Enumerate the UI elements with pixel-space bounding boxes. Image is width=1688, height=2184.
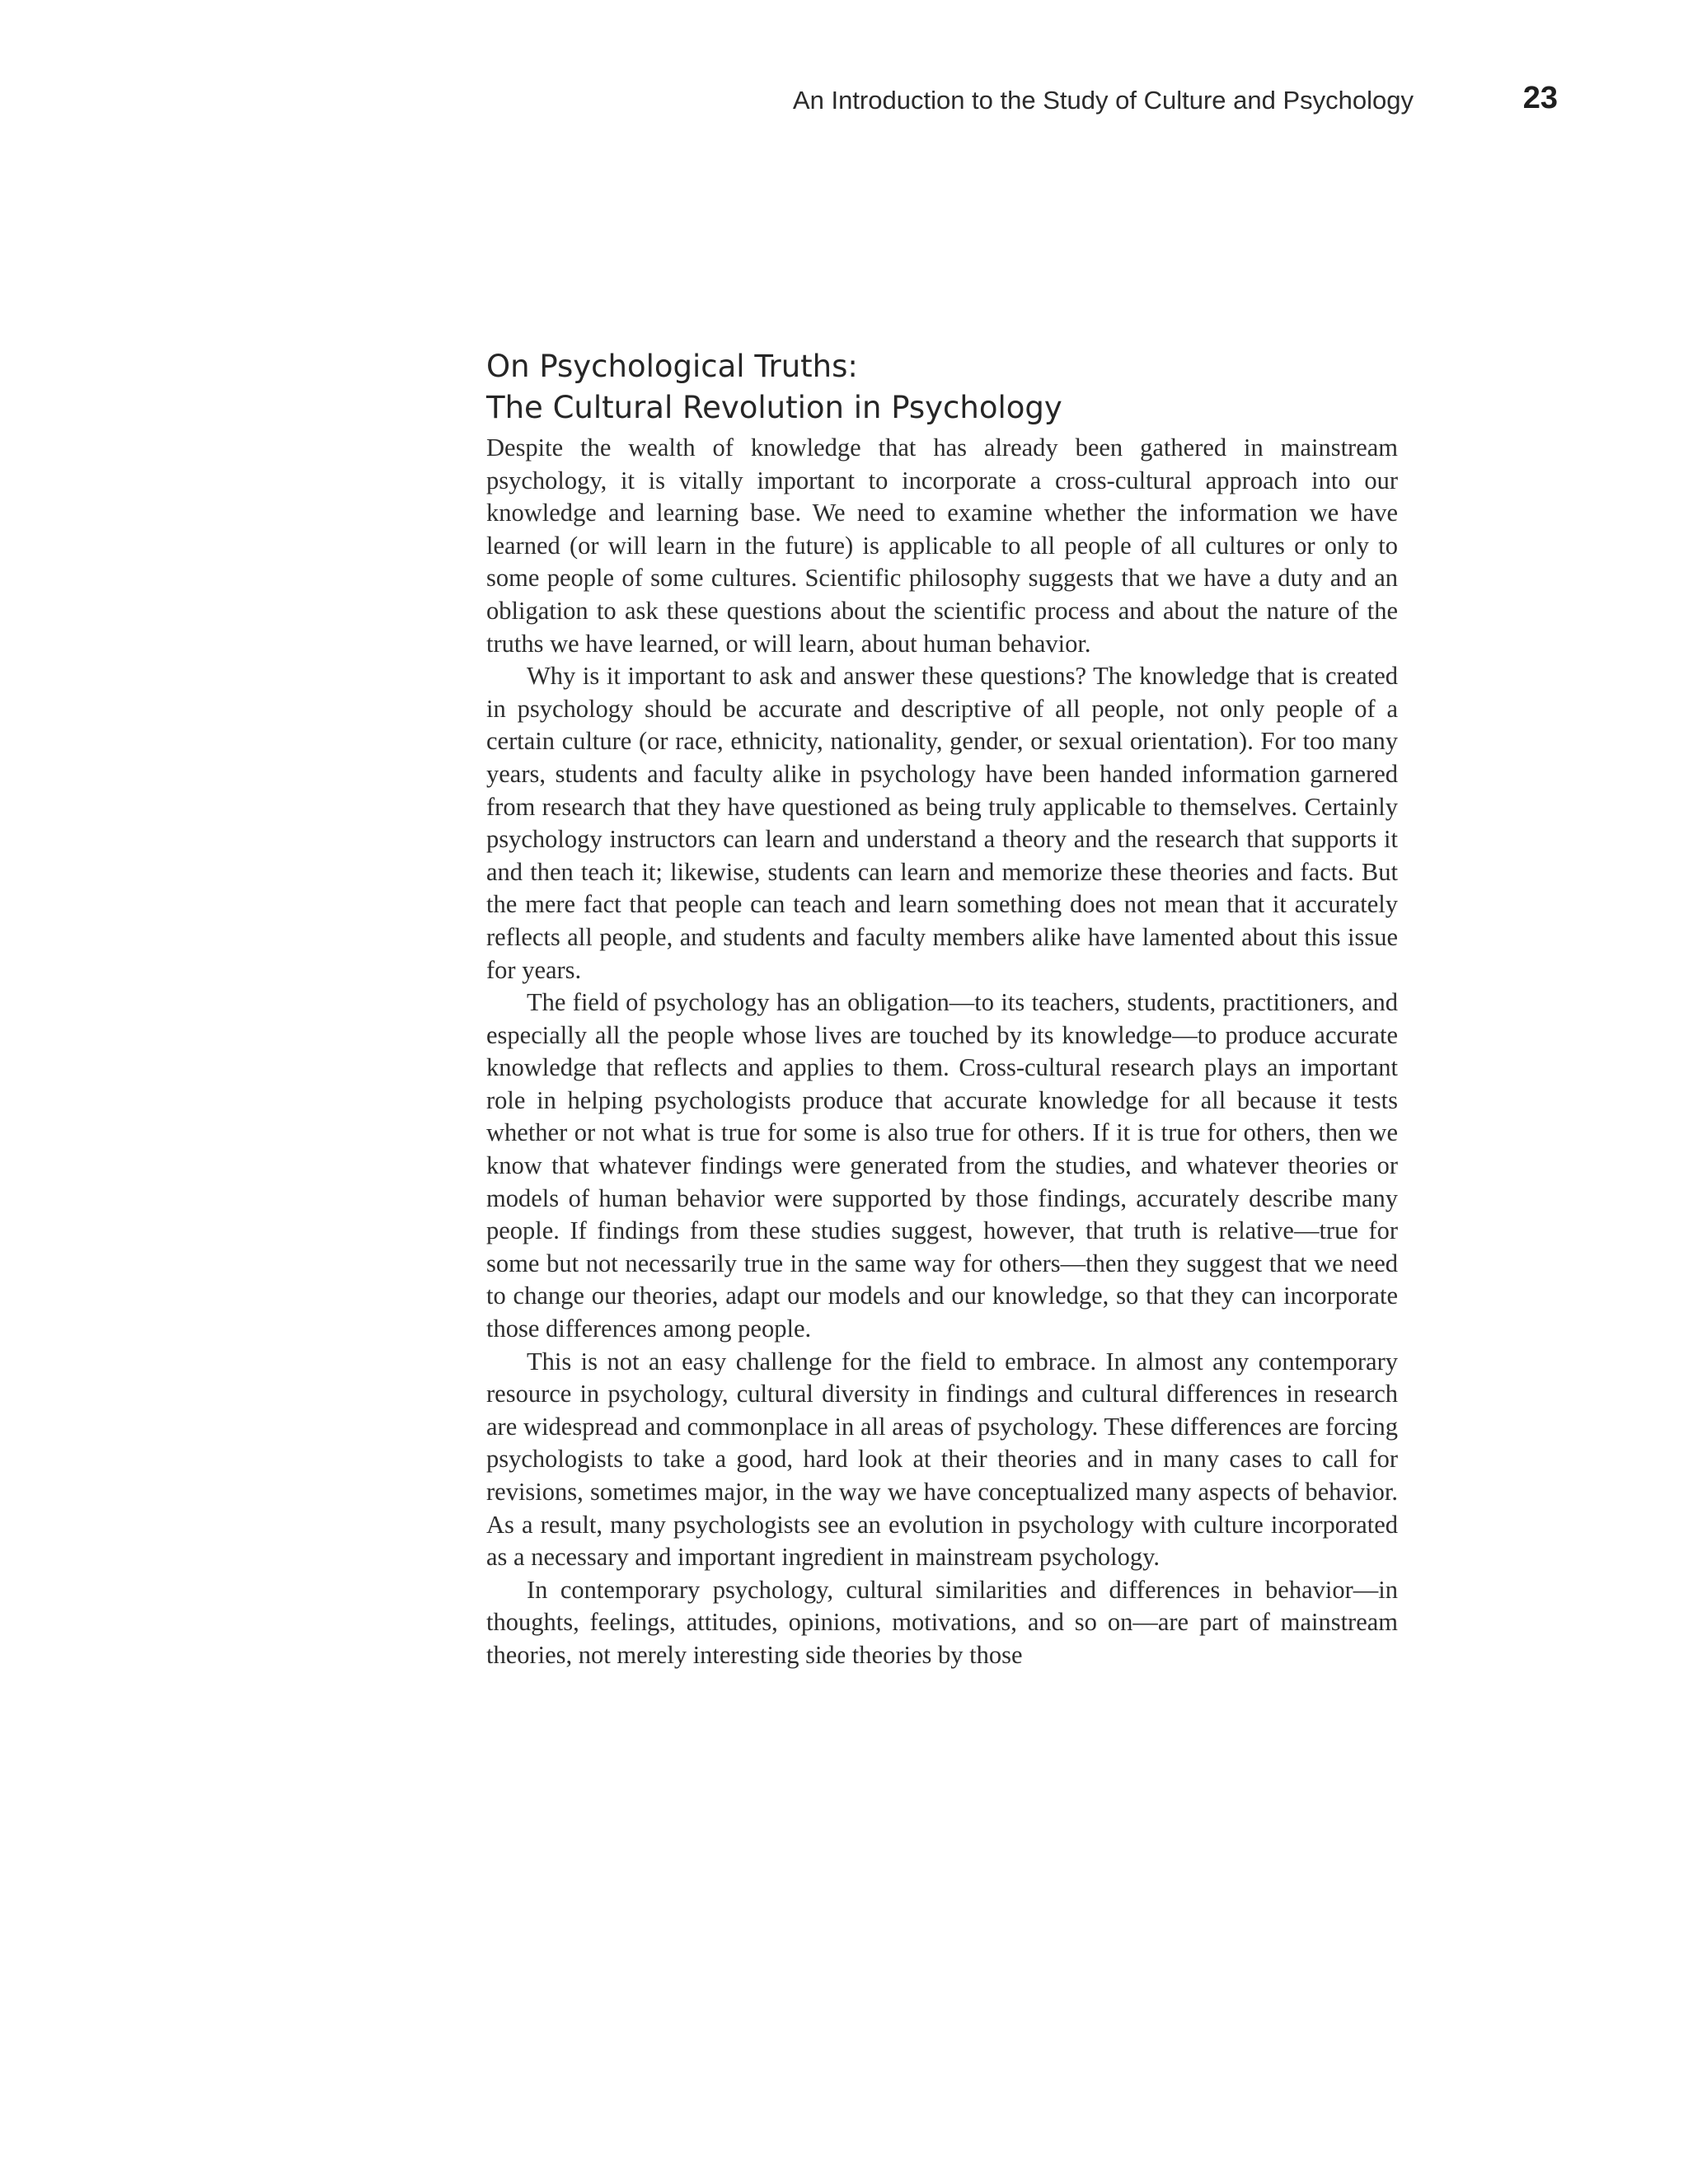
section-heading-line-1: On Psychological Truths: (486, 349, 858, 384)
page-number: 23 (1522, 81, 1558, 115)
paragraph-3: The field of psychology has an obligation—to its teachers, students, practitioners, and especially all the people whose lives are touched by its knowledge—to produce accurate knowledge that reflects and applies to them. Cross-cultural research plays an important role in helping psychologists produce that accurate knowledge for all because it tests whether or not what is true for some is also true for others. If it is true for others, then we know that whatever findings were generated from the studies, and whatever theories or models of human behavior were supported by those findings, accurately describe many people. If findings from these studies suggest, however, that truth is relative—true for some but not necessarily true in the same way for others—then they suggest that we need to change our theories, adapt our models and our knowledge, so that they can incorporate those differences among people. (486, 988, 1398, 1343)
running-head (486, 81, 1558, 122)
page-body (486, 346, 1398, 1672)
running-head-title: An Introduction to the Study of Culture and Psychology (792, 86, 1414, 115)
paragraph-1: Despite the wealth of knowledge that has already been gathered in mainstream psychology, it is vitally important to incorporate a cross-cultural approach into our knowledge and learning base. We need to examine whether the information we have learned (or will learn in the future) is applicable to all people of all cultures or only to some people of some cultures. Scientific philosophy suggests that we have a duty and an obligation to ask these questions about the scientific process and about the nature of the truths we have learned, or will learn, about human behavior. (486, 434, 1398, 658)
paragraph-5: In contemporary psychology, cultural similarities and differences in behavior—in thoughts, feelings, attitudes, opinions, motivations, and so on—are part of mainstream theories, not merely interesting side theories by those (486, 1575, 1398, 1669)
paragraph-2: Why is it important to ask and answer these questions? The knowledge that is created in psychology should be accurate and descriptive of all people, not only people of a certain culture (or race, ethnicity, nationality, gender, or sexual orientation). For too many years, students and faculty alike in psychology have been handed information garnered from research that they have questioned as being truly applicable to themselves. Certainly psychology instructors can learn and understand a theory and the research that supports it and then teach it; likewise, students can learn and memorize these theories and facts. But the mere fact that people can teach and learn something does not mean that it accurately reflects all people, and students and faculty members alike have lamented about this issue for years. (486, 662, 1398, 984)
section-heading-line-2: The Cultural Revolution in Psychology (486, 390, 1062, 425)
paragraph-4: This is not an easy challenge for the field to embrace. In almost any contemporary resource in psychology, cultural diversity in findings and cultural differences in research are widespread and commonplace in all areas of psychology. These differences are forcing psychologists to take a good, hard look at their theories and in many cases to call for revisions, sometimes major, in the way we have conceptualized many aspects of behavior. As a result, many psychologists see an evolution in psychology with culture incorporated as a necessary and important ingredient in mainstream psychology. (486, 1347, 1398, 1572)
section-heading (486, 346, 1398, 429)
